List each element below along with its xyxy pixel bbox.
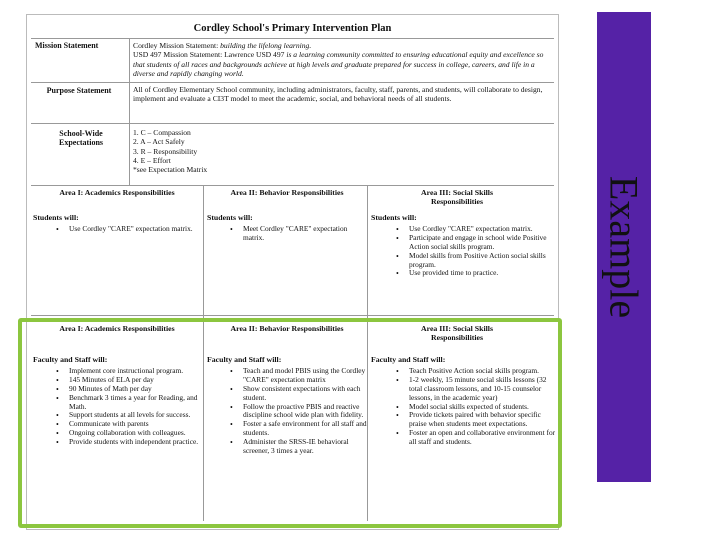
- expectation-item: *see Expectation Matrix: [133, 165, 208, 174]
- list-item: • Use Cordley "CARE" expectation matrix.: [69, 225, 199, 234]
- staff-area-1-heading: Area I: Academics Responsibilities: [59, 324, 175, 333]
- list-item: • Benchmark 3 times a year for Reading, and Math.: [69, 394, 209, 412]
- list-item: • Foster an open and collaborative environment for all staff and students.: [409, 429, 557, 447]
- student-area-1-heading: Area I: Academics Responsibilities: [59, 188, 175, 197]
- expectation-item: 3. R – Responsibility: [133, 146, 198, 156]
- list-item: • Participate and engage in school wide Positive Action social skills program.: [409, 234, 549, 252]
- list-item: • Show consistent expectations with each student.: [243, 385, 375, 403]
- mission-line1-italic: building the lifelong learning.: [220, 41, 312, 50]
- expectation-item: 1. C – Compassion: [133, 128, 191, 137]
- student-area-1-who: Students will:: [33, 213, 79, 222]
- example-label: Example: [601, 175, 647, 319]
- staff-area-3-who: Faculty and Staff will:: [371, 355, 446, 364]
- staff-area-2-heading: Area II: Behavior Responsibilities: [230, 324, 344, 333]
- purpose-text: All of Cordley Elementary School community, including administrators, faculty, staff, parents, and students, will collaborate to design, implement and evaluate a CI3T model to meet the academic, social, and behavioral needs of all students.: [133, 85, 543, 104]
- mission-line1-lead: Cordley Mission Statement:: [133, 41, 221, 50]
- list-item: • Administer the SRSS-IE behavioral screener, 3 times a year.: [243, 438, 375, 456]
- divider: [31, 185, 554, 186]
- expectation-item: 2. A – Act Safely: [133, 137, 185, 147]
- expectation-item: 4. E – Effort: [133, 155, 171, 165]
- divider: [31, 82, 554, 83]
- divider: [31, 315, 554, 316]
- list-item: • Teach Positive Action social skills program.: [409, 367, 557, 376]
- mission-line2-italic: is a learning community committed to ensuring educational equity and excellence so that students of all races and backgrounds achieve at high levels and graduate prepared for success in college, careers, and life in a diverse and rapidly changing world.: [133, 50, 544, 78]
- list-item: • Model skills from Positive Action social skills program.: [409, 252, 549, 270]
- column-divider: [203, 185, 204, 315]
- list-item: • Provide students with independent practice.: [69, 438, 209, 447]
- list-item: • Use Cordley "CARE" expectation matrix.: [409, 225, 549, 234]
- student-area-3-who: Students will:: [371, 213, 417, 222]
- staff-area-2-who: Faculty and Staff will:: [207, 355, 282, 364]
- list-item: • Implement core instructional program.: [69, 367, 209, 376]
- list-item: • Ongoing collaboration with colleagues.: [69, 429, 209, 438]
- purpose-label: Purpose Statement: [46, 86, 112, 95]
- list-item: • Provide tickets paired with behavior specific praise when students meet expectations.: [409, 411, 557, 429]
- list-item: • Communicate with parents: [69, 420, 209, 429]
- example-side-bar: [597, 12, 651, 482]
- staff-area-3-heading: Area III: Social Skills Responsibilities: [421, 324, 493, 342]
- expectations-label: School-Wide Expectations: [59, 129, 103, 148]
- staff-section-highlight: [18, 318, 562, 528]
- mission-text: [133, 41, 553, 78]
- student-area-3-heading: Area III: Social Skills Responsibilities: [421, 188, 493, 206]
- student-area-3-list: [393, 225, 549, 278]
- list-item: • Support students at all levels for success.: [69, 411, 209, 420]
- list-item: • 1-2 weekly, 15 minute social skills lessons (32 total classroom lessons, and 10-15 counselor lessons, in the academic year): [409, 376, 557, 403]
- list-item: • 90 Minutes of Math per day: [69, 385, 209, 394]
- list-item: • Use provided time to practice.: [409, 269, 549, 278]
- list-item: • Teach and model PBIS using the Cordley "CARE" expectation matrix: [243, 367, 375, 385]
- list-item: • Follow the proactive PBIS and reactive discipline school wide plan with fidelity.: [243, 403, 375, 421]
- divider: [31, 123, 554, 124]
- student-area-2-heading: Area II: Behavior Responsibilities: [230, 188, 344, 197]
- column-divider: [367, 185, 368, 315]
- mission-label: Mission Statement: [35, 41, 99, 50]
- divider: [31, 38, 554, 39]
- list-item: • Foster a safe environment for all staff and students.: [243, 420, 375, 438]
- student-area-2-who: Students will:: [207, 213, 253, 222]
- document-title: Cordley School's Primary Intervention Plan: [193, 23, 392, 34]
- list-item: • Meet Cordley "CARE" expectation matrix.: [243, 225, 363, 243]
- student-area-1-list: [53, 225, 199, 234]
- list-item: • Model social skills expected of students.: [409, 403, 557, 412]
- staff-area-1-who: Faculty and Staff will:: [33, 355, 108, 364]
- mission-line2-lead: USD 497 Mission Statement: Lawrence USD 497: [133, 50, 287, 60]
- expectations-list: [133, 128, 207, 174]
- student-area-2-list: [227, 225, 363, 243]
- column-divider: [129, 123, 130, 185]
- list-item: • 145 Minutes of ELA per day: [69, 376, 209, 385]
